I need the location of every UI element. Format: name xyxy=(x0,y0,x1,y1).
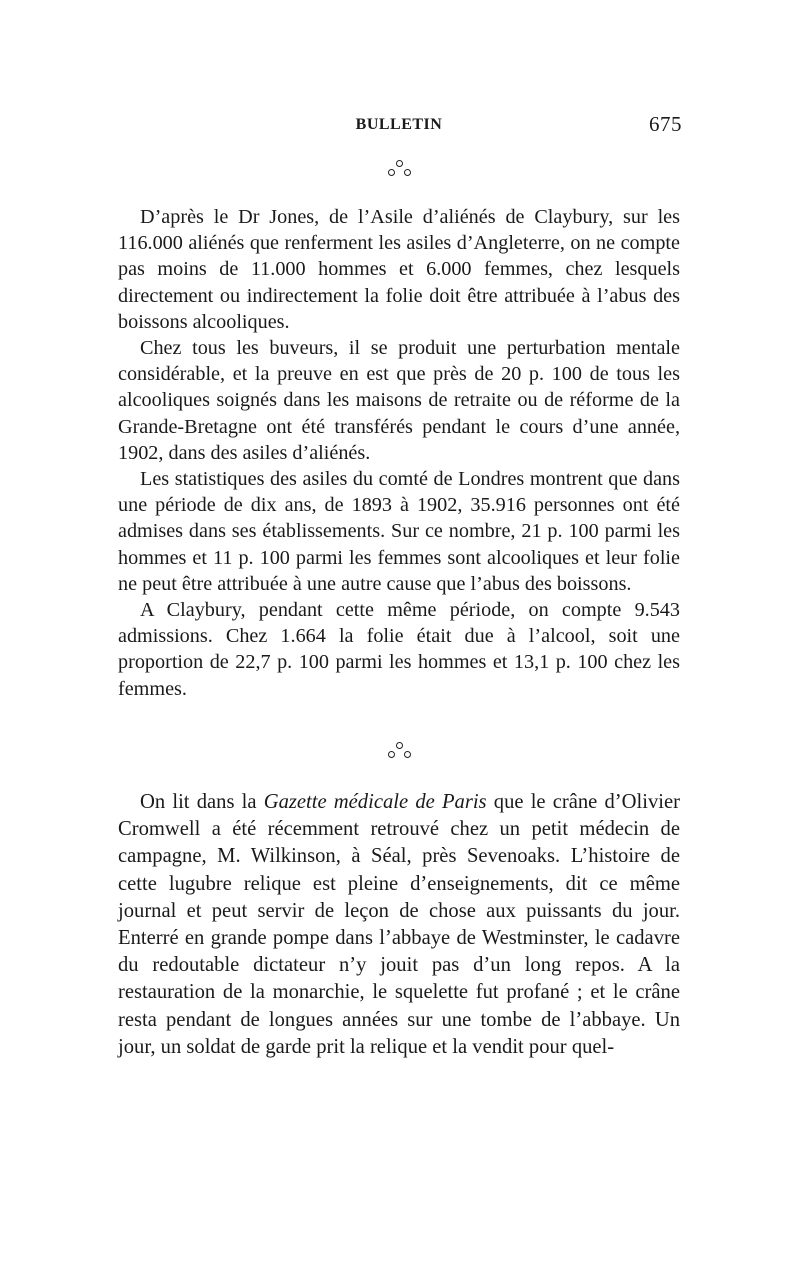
paragraph-body: que le crâne d’Olivier Cromwell a été récemment retrouvé chez un petit médecin de campagne, M. Wilkinson, à Séal, près Sevenoaks. L’histoire de cette lugubre relique est pleine d’enseignements, dit ce même journal et peut servir de leçon de chose aux puissants du jour. Enterré en grande pompe dans l’abbaye de Westminster, le cadavre du redoutable dictateur n’y jouit pas d’un long repos. A la restauration de la monarchie, le squelette fut profané ; et le crâne resta pendant de longues années sur une tombe de l’abbaye. Un jour, un soldat de garde prit la relique et la vendit pour quel- xyxy=(118,791,680,1058)
asterism-divider-icon xyxy=(370,158,430,182)
journal-title: Gazette médicale de Paris xyxy=(263,791,487,813)
running-title: BULLETIN xyxy=(355,116,443,133)
paragraph xyxy=(118,789,680,1061)
page-number: 675 xyxy=(649,112,682,136)
paragraph: Chez tous les buveurs, il se produit une perturbation mentale considérable, et la preuve en est que près de 20 p. 100 de tous les alcooliques soignés dans les maisons de retraite ou de réforme de la Grande-Bretagne ont été transférés pendant le cours d’une année, 1902, dans des asiles d’aliénés. xyxy=(118,337,680,464)
paragraph: D’après le Dr Jones, de l’Asile d’aliénés de Claybury, sur les 116.000 aliénés que renferment les asiles d’Angleterre, on ne compte pas moins de 11.000 hommes et 6.000 femmes, chez lesquels directement ou indirectement la folie doit être attribuée à l’abus des boissons alcooliques. xyxy=(118,206,680,333)
paragraph: Les statistiques des asiles du comté de Londres montrent que dans une période de dix ans, de 1893 à 1902, 35.916 personnes ont été admises dans ses établissements. Sur ce nombre, 21 p. 100 parmi les hommes et 11 p. 100 parmi les femmes sont alcooliques et leur folie ne peut être attribuée à une autre cause que l’abus des boissons. xyxy=(118,468,680,595)
paragraph-intro: On lit dans la xyxy=(140,791,264,813)
asterism-divider-icon xyxy=(370,740,430,764)
paragraph: A Claybury, pendant cette même période, on compte 9.543 admissions. Chez 1.664 la folie était due à l’alcool, soit une proportion de 22,7 p. 100 parmi les hommes et 13,1 p. 100 chez les femmes. xyxy=(118,599,680,700)
section-cromwell-skull xyxy=(118,789,680,1061)
section-alcoholism-statistics xyxy=(118,204,680,702)
page-header xyxy=(116,112,682,142)
